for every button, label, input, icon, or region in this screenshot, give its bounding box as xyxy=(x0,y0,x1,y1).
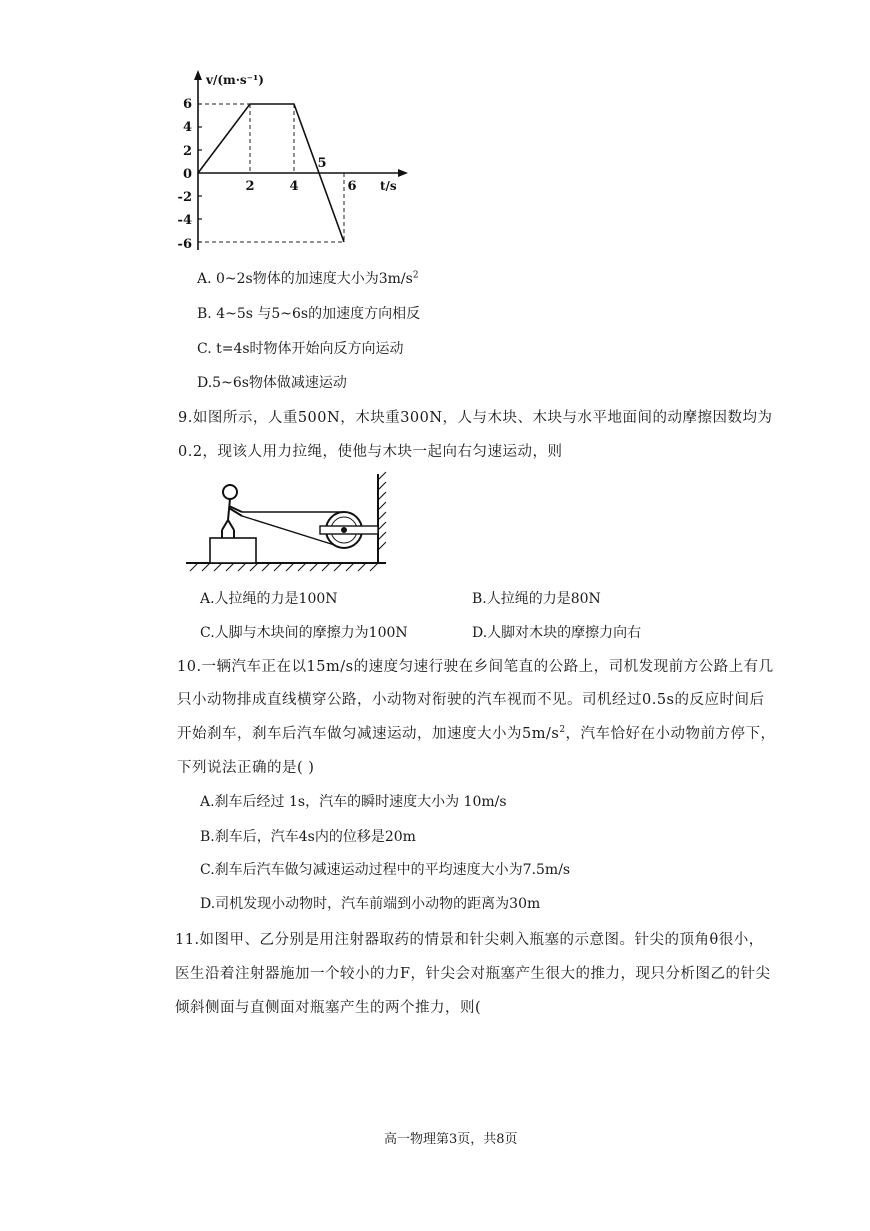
q8-option-a-sup: 2 xyxy=(412,270,419,281)
wooden-block xyxy=(210,538,256,563)
t-axis-arrow xyxy=(398,169,408,177)
q10-option-a: A.刹车后经过 1s，汽车的瞬时速度大小为 10m/s xyxy=(200,794,507,810)
q10-line-2: 只小动物排成直线横穿公路，小动物对衔驶的汽车视而不见。司机经过0.5s的反应时间后 xyxy=(177,692,765,708)
y-tick-2: 2 xyxy=(182,144,192,159)
ground-hatch xyxy=(190,563,378,571)
q11-line-3: 倾斜侧面与直侧面对瓶塞产生的两个推力，则( xyxy=(175,1000,482,1016)
q8-option-a xyxy=(197,268,419,288)
q10-option-b: B.刹车后，汽车4s内的位移是20m xyxy=(200,829,416,845)
q9-option-c: C.人脚与木块间的摩擦力为100N xyxy=(200,625,408,641)
q10-line-3 xyxy=(177,722,776,743)
q11-line-1: 11.如图甲、乙分别是用注射器取药的情景和针尖刺入瓶塞的示意图。针尖的顶角θ很小， xyxy=(175,932,764,948)
wall-hatch xyxy=(378,472,386,550)
q9-line-1: 9.如图所示，人重500N，木块重300N，人与木块、木块与水平地面间的动摩擦因数均为 xyxy=(178,410,773,426)
q10-line-3a: 开始刹车，刹车后汽车做匀减速运动，加速度大小为5m/s xyxy=(177,726,560,742)
q10-option-c: C.刹车后汽车做匀减速运动过程中的平均速度大小为7.5m/s xyxy=(200,862,571,878)
q9-option-d: D.人脚对木块的摩擦力向右 xyxy=(472,625,642,641)
x-tick-4: 4 xyxy=(289,179,299,194)
q10-line-1: 10.一辆汽车正在以15m/s的速度匀速行驶在乡间笔直的公路上，司机发现前方公路上有几 xyxy=(177,659,774,675)
x-tick-5: 5 xyxy=(317,156,327,171)
q10-line-3-sup: 2 xyxy=(559,725,566,736)
y-tick-6: 6 xyxy=(182,97,192,112)
y-tick-neg6: -6 xyxy=(177,237,192,252)
person-figure xyxy=(222,485,242,538)
q10-option-d: D.司机发现小动物时，汽车前端到小动物的距离为30m xyxy=(200,896,541,912)
y-tick-neg2: -2 xyxy=(177,190,192,205)
graph-ylabel: v/(m·s⁻¹) xyxy=(206,73,264,87)
graph-xlabel: t/s xyxy=(380,179,397,193)
x-tick-6: 6 xyxy=(347,179,357,194)
q9-option-a: A.人拉绳的力是100N xyxy=(200,591,338,607)
q9-line-2: 0.2，现该人用力拉绳，使他与木块一起向右匀速运动，则 xyxy=(178,444,563,460)
q10-line-4: 下列说法正确的是( ) xyxy=(177,760,315,776)
q9-option-b: B.人拉绳的力是80N xyxy=(472,591,601,607)
q8-option-d: D.5~6s物体做减速运动 xyxy=(197,375,347,391)
velocity-time-graph xyxy=(170,68,410,258)
y-tick-4: 4 xyxy=(182,120,192,135)
q8-option-b: B. 4~5s 与5~6s的加速度方向相反 xyxy=(197,306,421,322)
y-tick-neg4: -4 xyxy=(177,213,192,228)
pulley-axle-bar xyxy=(320,526,378,534)
q8-option-a-text: A. 0~2s物体的加速度大小为3m/s xyxy=(197,271,413,287)
x-tick-labels xyxy=(245,156,356,194)
pulley-diagram xyxy=(186,470,396,578)
v-axis-arrow xyxy=(194,70,202,80)
page-footer: 高一物理第3页，共8页 xyxy=(384,1132,518,1147)
q8-option-c: C. t=4s时物体开始向反方向运动 xyxy=(197,341,404,357)
q11-line-2: 医生沿着注射器施加一个较小的力F，针尖会对瓶塞产生很大的推力，现只分析图乙的针尖 xyxy=(175,966,771,982)
q10-line-3b: ，汽车恰好在小动物前方停下， xyxy=(565,726,776,742)
y-tick-0: 0 xyxy=(182,167,192,182)
y-tick-labels xyxy=(178,97,192,252)
x-tick-2: 2 xyxy=(245,179,255,194)
